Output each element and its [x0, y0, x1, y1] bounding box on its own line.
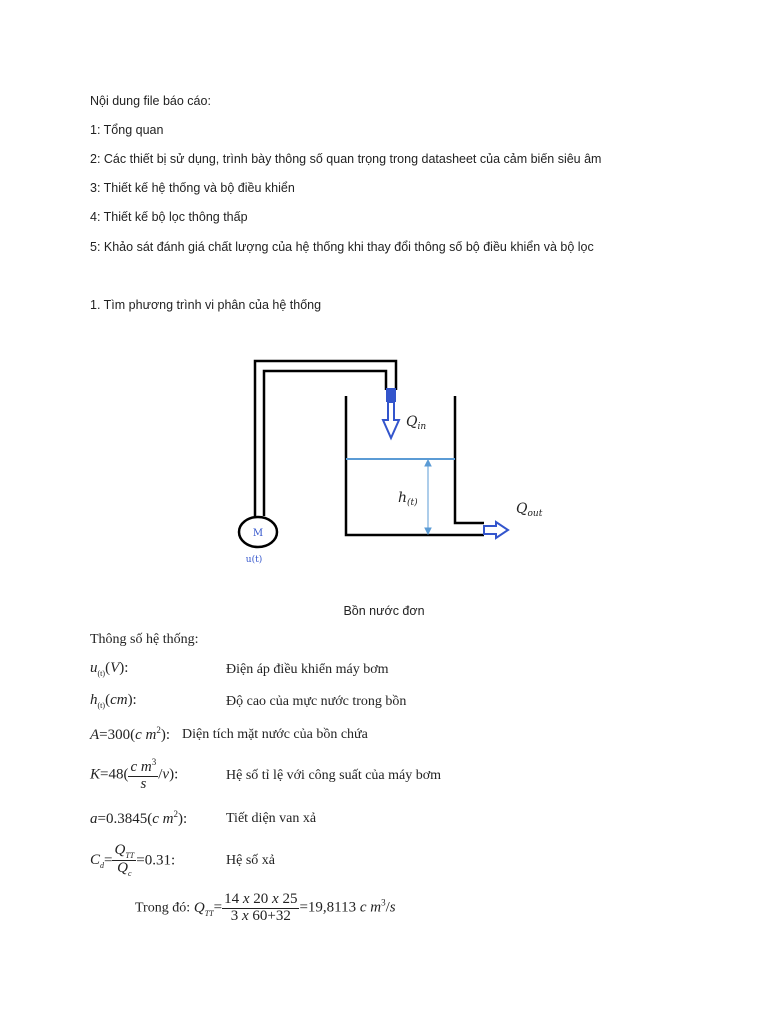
- report-item-2: 2: Các thiết bị sử dụng, trình bày thông số quan trọng trong datasheet của cảm biến siêu âm: [90, 152, 602, 166]
- report-item-1: 1: Tổng quan: [90, 123, 164, 137]
- param-desc-h: Độ cao của mực nước trong bồn: [226, 694, 407, 709]
- param-desc-a-area: Diện tích mặt nước của bồn chứa: [182, 727, 368, 742]
- param-desc-u: Điện áp điều khiển máy bơm: [226, 662, 389, 677]
- motor-input-label: u(t): [245, 555, 263, 565]
- qout-label: $Q_{out}$: [516, 501, 543, 519]
- diagram-caption: Bồn nước đơn: [343, 604, 425, 618]
- pump-pipe: [255, 361, 396, 516]
- report-item-4: 4: Thiết kế bộ lọc thông thấp: [90, 210, 248, 224]
- param-desc-cd: Hệ số xả: [226, 853, 275, 868]
- param-desc-a-valve: Tiết diện van xả: [226, 811, 317, 826]
- param-symbol-u: $u_{(t)}(V)$:: [90, 660, 129, 678]
- motor-label: M: [252, 528, 264, 539]
- param-symbol-k: K=48( $\frac{c m^3}{s}$ /v):: [90, 757, 179, 792]
- height-arrow: [425, 460, 431, 534]
- qtt-prefix: Trong đó:: [135, 900, 191, 916]
- qtt-formula: Trong đó: $Q_{TT}=$ $\frac{14 x 20 x 25}{3 x 60+32}$ =19,8113 c $m^3/s$: [135, 891, 396, 924]
- param-symbol-cd: $C_d=$ $\frac{Q_{TT}}{Q_c}$ =0.31:: [90, 842, 176, 879]
- qin-arrow: [383, 402, 399, 438]
- section-heading: 1. Tìm phương trình vi phân của hệ thống: [90, 298, 322, 312]
- param-symbol-a-valve: a=0.3845(c $m^2$):: [90, 809, 188, 827]
- param-symbol-a-area: A=300(c $m^2$):: [90, 725, 171, 743]
- h-label: $h_{(t)}$: [398, 490, 418, 508]
- qin-label: $Q_{in}$: [406, 414, 427, 432]
- report-item-3: 3: Thiết kế hệ thống và bộ điều khiển: [90, 181, 295, 195]
- param-symbol-h: $h_{(t)}(cm)$:: [90, 692, 137, 710]
- report-item-5: 5: Khảo sát đánh giá chất lượng của hệ thống khi thay đổi thông số bộ điều khiển và bộ lọc: [90, 240, 594, 254]
- param-desc-k: Hệ số tỉ lệ với công suất của máy bơm: [226, 768, 442, 783]
- inlet-nozzle: [386, 388, 396, 402]
- params-heading: Thông số hệ thống:: [90, 632, 199, 647]
- qout-arrow: [484, 522, 508, 538]
- report-title: Nội dung file báo cáo:: [90, 94, 211, 108]
